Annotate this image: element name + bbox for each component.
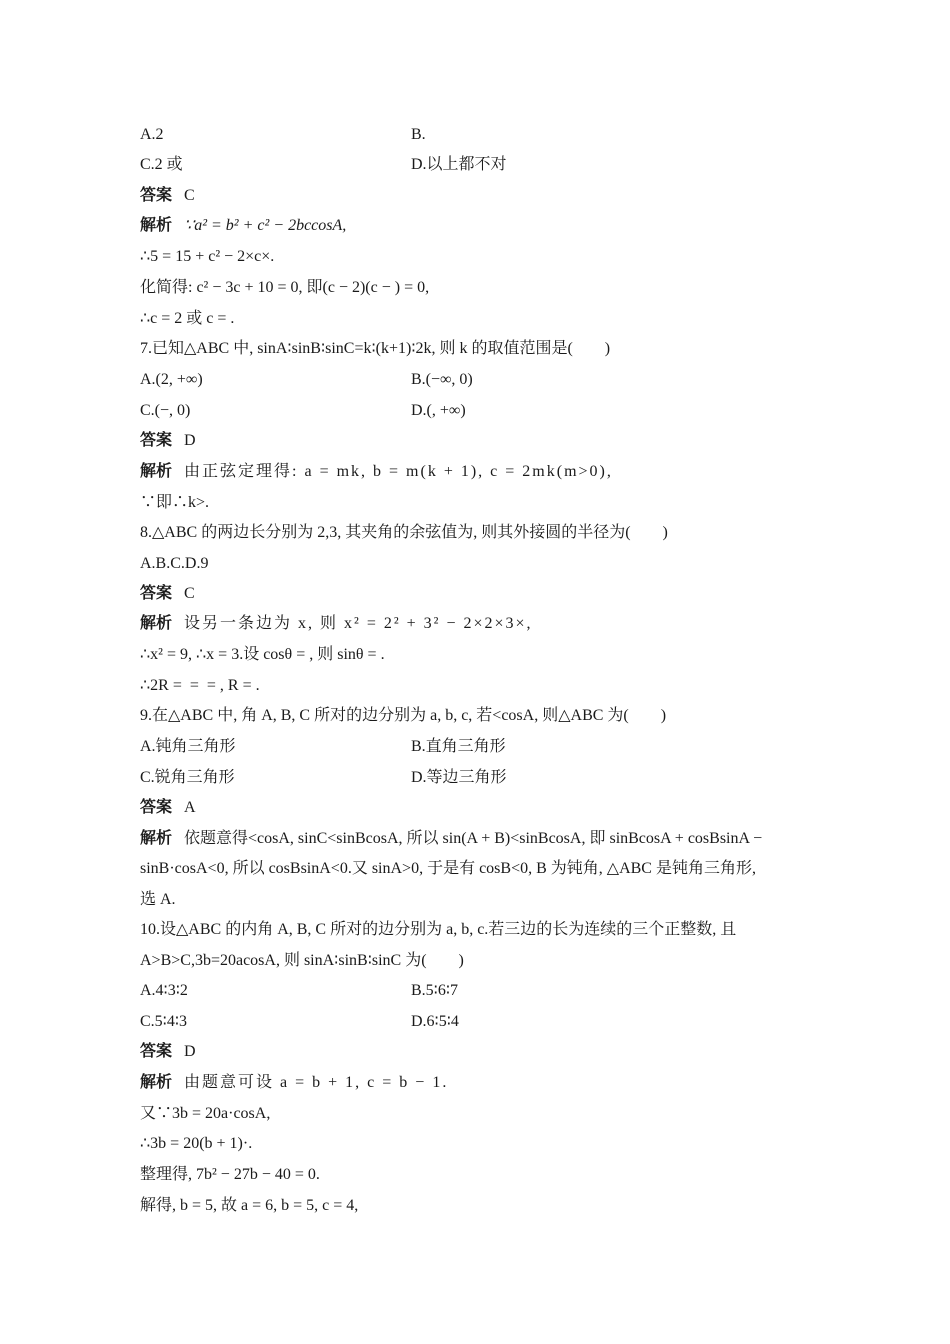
answer-value: D	[184, 1043, 196, 1060]
answer-label: 答案	[140, 1043, 173, 1060]
analysis-line	[140, 462, 613, 482]
analysis-label: 解析	[140, 1074, 173, 1091]
solution-line: sinB·cosA<0, 所以 cosBsinA<0.又 sinA>0, 于是有 cosB<0, B 为钝角, △ABC 是钝角三角形,	[140, 860, 756, 877]
solution-line: ∴3b = 20(b + 1)·.	[140, 1135, 253, 1152]
analysis-label: 解析	[140, 217, 173, 234]
option-d: D.以上都不对	[411, 156, 507, 173]
answer-line	[140, 584, 195, 604]
analysis-line	[140, 216, 346, 236]
option-d: D.(, +∞)	[411, 402, 466, 419]
analysis-text: 依题意得<cosA, sinC<sinBcosA, 所以 sin(A + B)<sinBcosA, 即 sinBcosA + cosBsinA −	[184, 830, 763, 847]
analysis-text: 由正弦定理得: a = mk, b = m(k + 1), c = 2mk(m>0),	[184, 463, 613, 480]
answer-label: 答案	[140, 585, 173, 602]
option-b: B.直角三角形	[411, 738, 506, 755]
solution-line: ∴2R = = = , R = .	[140, 677, 260, 694]
answer-line	[140, 798, 196, 818]
analysis-line	[140, 829, 762, 849]
answer-label: 答案	[140, 432, 173, 449]
answer-value: D	[184, 432, 196, 449]
solution-line: 选 A.	[140, 891, 176, 908]
option-c: C.(−, 0)	[140, 402, 191, 419]
answer-label: 答案	[140, 799, 173, 816]
option-b: B.5∶6∶7	[411, 982, 458, 999]
answer-value: A	[184, 799, 196, 816]
analysis-text: 由题意可设 a = b + 1, c = b − 1.	[184, 1074, 449, 1091]
solution-line: ∵即∴k>.	[140, 494, 210, 511]
option-b: B.(−∞, 0)	[411, 371, 473, 388]
answer-label: 答案	[140, 187, 173, 204]
option-a: A.钝角三角形	[140, 738, 236, 755]
analysis-line	[140, 1073, 448, 1093]
solution-line: 化简得: c² − 3c + 10 = 0, 即(c − 2)(c − ) = 0,	[140, 279, 430, 296]
analysis-text: 设另一条边为 x, 则 x² = 2² + 3² − 2×2×3×,	[184, 615, 533, 632]
option-d: D.6∶5∶4	[411, 1013, 459, 1030]
option-b: B.	[411, 126, 426, 143]
answer-line	[140, 431, 196, 451]
question-10: 10.设△ABC 的内角 A, B, C 所对的边分别为 a, b, c.若三边的长为连续的三个正整数, 且	[140, 921, 737, 938]
option-a: A.(2, +∞)	[140, 371, 203, 388]
option-c: C.5∶4∶3	[140, 1013, 187, 1030]
solution-line: ∴c = 2 或 c = .	[140, 310, 235, 327]
question-9: 9.在△ABC 中, 角 A, B, C 所对的边分别为 a, b, c, 若<cosA, 则△ABC 为( )	[140, 707, 667, 724]
answer-line	[140, 1042, 196, 1062]
solution-line: ∴x² = 9, ∴x = 3.设 cosθ = , 则 sinθ = .	[140, 646, 385, 663]
analysis-text: ∵a² = b² + c² − 2bccosA,	[184, 217, 347, 234]
solution-line: 整理得, 7b² − 27b − 40 = 0.	[140, 1166, 320, 1183]
analysis-label: 解析	[140, 615, 173, 632]
option-c: C.2 或	[140, 156, 183, 173]
options-line: A.B.C.D.9	[140, 555, 209, 572]
answer-value: C	[184, 187, 195, 204]
solution-line: 解得, b = 5, 故 a = 6, b = 5, c = 4,	[140, 1197, 359, 1214]
analysis-line	[140, 614, 533, 634]
solution-line: 又∵3b = 20a·cosA,	[140, 1105, 271, 1122]
answer-value: C	[184, 585, 195, 602]
option-c: C.锐角三角形	[140, 769, 235, 786]
option-d: D.等边三角形	[411, 769, 507, 786]
answer-line	[140, 186, 195, 206]
question-10-cont: A>B>C,3b=20acosA, 则 sinA∶sinB∶sinC 为( )	[140, 952, 464, 969]
option-a: A.4∶3∶2	[140, 982, 188, 999]
question-8: 8.△ABC 的两边长分别为 2,3, 其夹角的余弦值为, 则其外接圆的半径为( )	[140, 524, 668, 541]
analysis-label: 解析	[140, 463, 173, 480]
analysis-label: 解析	[140, 830, 173, 847]
question-7: 7.已知△ABC 中, sinA∶sinB∶sinC=k∶(k+1)∶2k, 则 k 的取值范围是( )	[140, 340, 611, 357]
solution-line: ∴5 = 15 + c² − 2×c×.	[140, 248, 275, 265]
option-a: A.2	[140, 126, 164, 143]
